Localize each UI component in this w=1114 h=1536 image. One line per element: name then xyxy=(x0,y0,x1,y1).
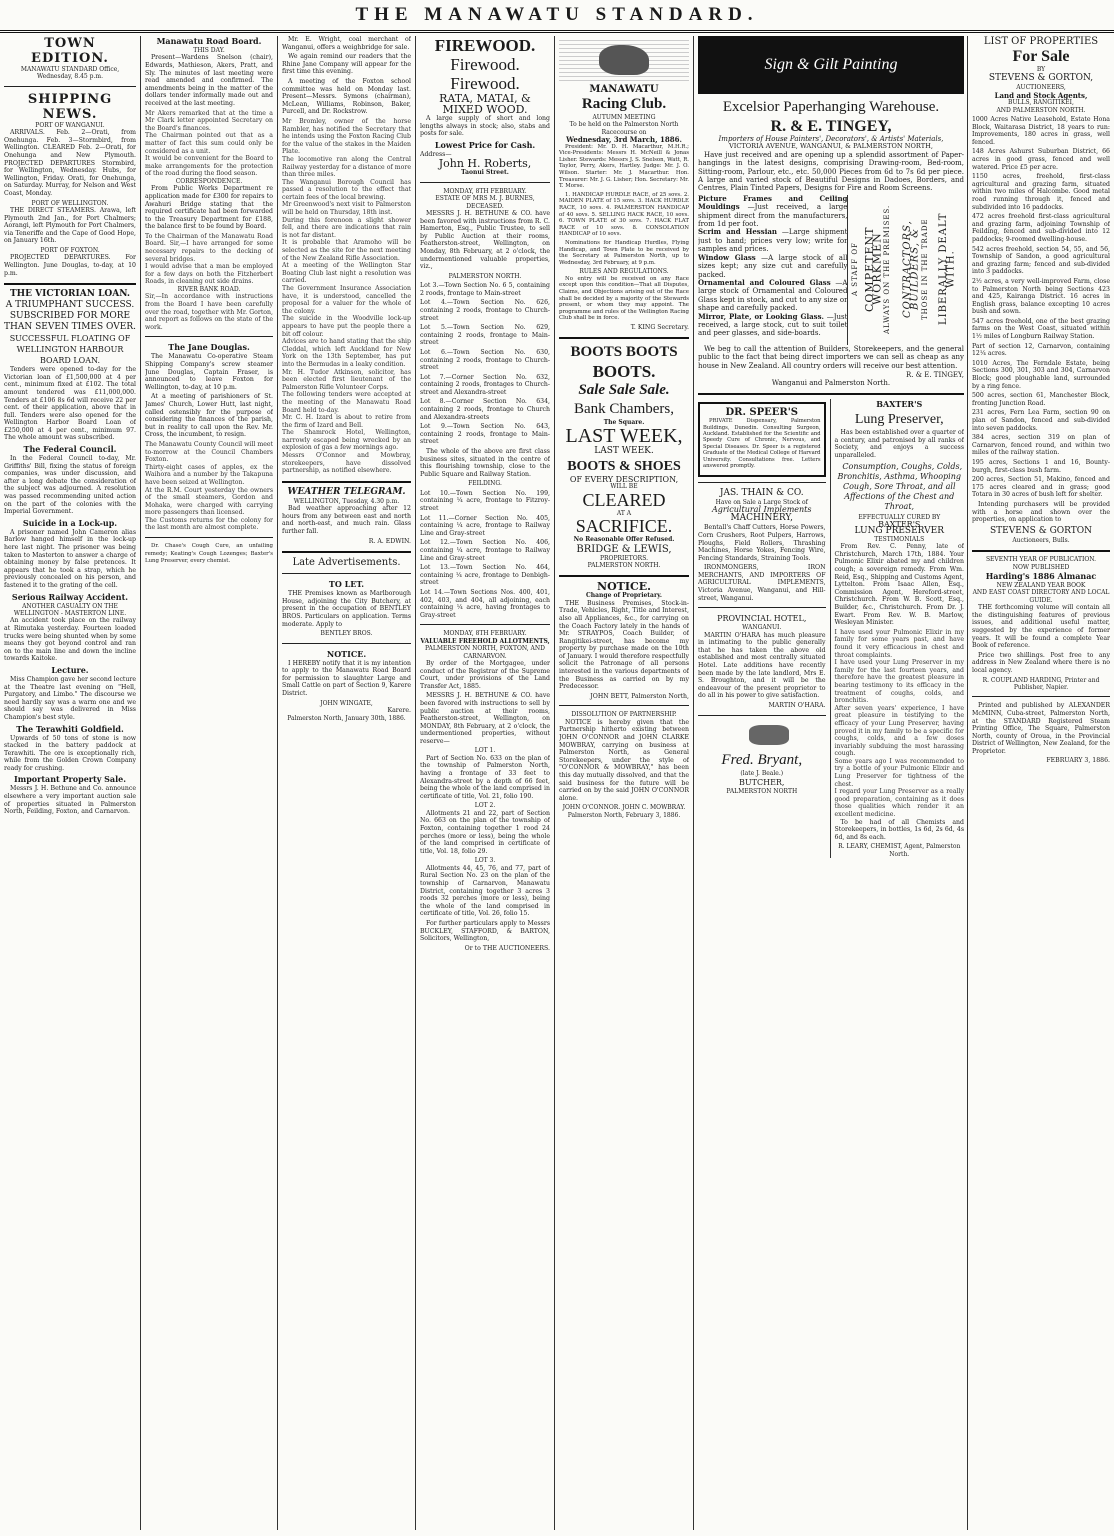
autumn-sub: To be held on the Palmerston North Racecourse on xyxy=(569,121,679,136)
racing-text: President: Mr. D. H. Macarthur, M.H.R.; Vice-Presidents: Messrs H. McNeill & Jonas Lisher. Stewards: Messrs J. S. Snelson, Watt, R. Taylor, Perry, Akers, Hartley. Judge: Mr. J. O. Wilson. Starter: Mr. J. Macarthur. Hon. Treasurer: Mr. J. G. Lisher; Hon. Secretary: Mr. T. Morse. xyxy=(559,143,689,190)
east-coast: AND EAST COAST DIRECTORY AND LOCAL GUIDE. xyxy=(972,589,1110,604)
lot-line: Lot 8.—Corner Section No. 634, containing 2 roods, frontage to Church and Alexandra-streets xyxy=(420,398,550,421)
lot-line: Lot 12.—Town Section No. 406, containing ¼ acre, frontage to Railway Line and Gray-street xyxy=(420,539,550,562)
lot-line: Lot 13.—Town Section No. 464, containing ¼ acre, frontage to Denbigh-street xyxy=(420,564,550,587)
racehorse-illustration xyxy=(559,39,689,81)
first-class-text: The whole of the above are first class business sites, situated in the centre of this flourishing township, close to the Public Square and Railway Station. xyxy=(420,448,550,478)
notice-heading: NOTICE. xyxy=(597,580,651,594)
picture-text: —Just received, a large shipment direct from the manufacturers, from 1d per foot. xyxy=(698,203,848,229)
agent: R. LEARY, CHEMIST, Agent, Palmerston North. xyxy=(838,843,961,858)
bulls: BULLS, RANGITIKEI, xyxy=(1008,99,1074,107)
window-glass: Window Glass xyxy=(698,252,756,262)
property-item: 547 acres freehold, one of the best grazing farms on the West Coast, situated within 1½ miles of Longburn Railway Station. xyxy=(972,317,1110,341)
column-rule xyxy=(554,36,555,1530)
suicide-text: A prisoner named John Cameron alias Barlow hanged himself in the lock-up here last night. The prisoner was being taken to Masterton to answer a charge of obtaining money by false pretences. It appears that he took a strap, which he previously concealed on his person, and fastened it to the grating of the cell. xyxy=(4,528,136,589)
lecture-title: Lecture. xyxy=(51,664,89,675)
wright-text: Mr. E. Wright, coal merchant of Wanganui, offers a weighbridge for sale. xyxy=(282,36,411,51)
sale-date-2: MONDAY, 8TH FEBRUARY. xyxy=(443,630,527,638)
ohara-text: MARTIN O'HARA has much pleasure in intimating to the public generally that he has taken the above old established and most centrally situated Hotel. Late additions have recently been made by the late landlord, Mrs E. S. Broughton, and it will be the endeavour of the present proprietor to do all in his power to give satisfaction. xyxy=(698,631,826,700)
attention-place: Wanganui and Palmerston North. xyxy=(771,378,891,387)
column-6: Sign & Gilt Painting Excelsior Paperhanging Warehouse. R. & E. TINGEY, Importers of House Painters', Decorators', & Artists' Materials, VICTORIA AVENUE, WANGANUI, & PALMERSTON NORTH, Have just received and are opening up a splendid assortment of Paper-hangings in the latest designs, comprising Drawing-room, Bed-room, Sitting-room, Parlour, etc., etc. 50,000 Pieces from 6d to 7s 6d per piece. A large and varied stock of Beautiful Designs in Dadoes, Borders, and Centres, Plain Tinted Papers, Designs for Fire and Room Screens. Picture Frames and Ceiling Mouldings —Just received, a large shipment direct from the manufacturers, from 1d per foot. Scrim and Hessian —Large shipment just to hand; prices very low; write for samples and prices. Window Glass —A large stock of all sizes kept; any size cut and carefully packed. Ornamental and Coloured Glass —A large stock of Ornamental and Coloured Glass kept in stock, and cut to any size or shape and carefully packed. Mirror, Plate, or Looking Glass. —Just received, a large stock, cut to suit toilet and peer glasses, and side-boards. A STAFF OF COMPETENT WORKMEN ALWAYS ON THE PREMISES. CONTRACTORS, BUILDERS, & THOSE IN THE TRADE LIBERALLY DEALT WITH. We beg to call the attention of Builders, Storekeepers, and the general public to the fact that being direct importers we can sell as cheap as any house in New Zealand. All country orders will receive our best attention. R. & E. TINGEY, Wanganui and Palmerston North. DR. SPEER'S PRIVATE Dispensary, Palmerston Buildings, Dunedin. Consulting Surgeon, Auckland. Established for the Scientific and Speedy Cure of Chronic, Nervous, and Special Diseases. Dr. Speer is a registered Graduate of the Medical College of Harvard University. Consultations free. Letters answered promptly. JAS. THAIN & CO. Have on Sale a Large Stock of Agricultural Implements MACHINERY, Bentall's Chaff Cutters, Horse Powers, Corn Crushers, Root Pulpers, Harrows, Ploughs, Field Rollers, Thrashing Machines, Horse Yokes, Fencing Wire, Fencing Standards, Straining Tools. IRONMONGERS, IRON MERCHANTS, AND IMPORTERS OF AGRICULTURAL IMPLEMENTS, Victoria Avenue, Wanganui, and Hill-street, Wanganui. PROVINCIAL HOTEL, WANGANUI. MARTIN O'HARA has much pleasure in intimating to the public generally that he has taken the above old established and most centrally situated Hotel. Late additions have recently been made by the late landlord, Mrs E. S. Broughton, and it will be the endeavour of the present proprietor to do all in his power to give satisfaction. MARTIN O'HARA. Fred. Bryant, (late J. Beale.) BUTCHER, PALMERSTON NORTH BAXTER'S Lung Preserver, Has been established over a quarter of a century, and patronised by all ranks of Society, and enjoys a success unparalleled. Consumption, Coughs, Colds, Bronchitis, Asthma, Whooping Cough, Sore Throat, and all Affections of the Chest and Throat, EFFECTUALLY CURED BY BAXTER'S LUNG PRESERVER TESTIMONIALS From Rev. C. Penny, late of Christchurch, March 17th, 1884. Your Pulmonic Elixir abated my and children cough; a sovereign remedy. From Wm. Reid, Esq., Shipping and Customs Agent, Lyttelton. From Isaac Allen, Esq., Commission Agent, Hereford-street, Christchurch. From W. B. Scott, Esq., Builder, &c., Christchurch. From Dr. J. Ewart. From Rev. W. B. Marlow, Wesleyan Minister. I have used your Pulmonic Elixir in my family for some years past, and have found it very efficacious in chest and throat complaints. I have used your Lung Preserver in my family for the last fourteen years, and therefore have the greatest pleasure in bearing testimony to its efficacy in the treatment of coughs, colds, and bronchitis. After seven years' experience, I have great pleasure in testifying to the efficacy of your Lung Preserver, having proved it in my family to be a specific for coughs, colds, and a few doses invariably subduing the most harassing cough. Some years ago I was recommended to try a bottle of your Pulmonic Elixir and Lung Preserver for tightness of the chest. I regard your Lung Preserver as a really good preparation, containing as it does those qualities which render it an excellent medicine. To be had of all Chemists and Storekeepers, in bottles, 1s 6d, 2s 6d, 4s 6d, and 8s each. R. LEARY, CHEMIST, Agent, Palmerston North. xyxy=(698,36,964,1530)
gold-title: The Terawhiti Goldfield. xyxy=(16,723,124,734)
correspondence-title: CORRESPONDENCE. xyxy=(175,177,243,185)
palm-north-heading: PALMERSTON NORTH. xyxy=(448,272,522,280)
lot-line: Lot 14.—Town Sections Nos. 400, 401, 402, 403, and 404, all adjoining, each containing ¼ acre, having frontages to Gray-street xyxy=(420,588,550,619)
attention-sign: R. & E. TINGEY, xyxy=(906,371,964,380)
river-bank-title: RIVER BANK ROAD. xyxy=(177,286,241,294)
tolet-title: TO LET. xyxy=(328,579,365,590)
freehold-title: VALUABLE FREEHOLD ALLOTMENTS, xyxy=(420,637,550,645)
speer-title: DR. SPEER'S xyxy=(725,407,799,419)
railway-title: Serious Railway Accident. xyxy=(11,591,129,602)
property-item: 472 acres freehold first-class agricultural and grazing farm, adjoining Township of Feilding, fenced and sub-divided into 12 paddocks; 9-roomed dwelling-house. xyxy=(972,213,1110,243)
scrim: Scrim and Hessian xyxy=(698,227,777,237)
every-description: OF EVERY DESCRIPTION, xyxy=(569,474,679,484)
lot-line: Lot 3.—Town Section No. 6 5, containing 2 roods, frontage to Main-street xyxy=(420,282,550,297)
lot3-text: Allotments 44, 45, 76, and 77, part of Rural Section No. 23 on the plan of the township of Carnarvon, Manawatu District, containing together 3 acres 3 roods 32 perches (more or less), being the whole of the land comprised in certificate of title, Vol. 26, folio 15. xyxy=(420,864,550,918)
imprint-date: FEBRUARY 3, 1886. xyxy=(1046,757,1110,765)
lot1-text: Part of Section No. 633 on the plan of the township of Palmerston North, having a frontage of 33 feet to Alexandra-street by a depth of 66 feet, being the whole of the land comprised in certificate of title, Vol. 21, folio 190. xyxy=(420,754,550,800)
boots-shoes: BOOTS & SHOES xyxy=(567,458,681,474)
masthead: THE MANAWATU STANDARD. xyxy=(0,0,1114,33)
estate-title: ESTATE OF MRS M. J. BURNES, DECEASED. xyxy=(435,195,535,210)
loan-head: SUCCESSFUL FLOATING OF WELLINGTON HARBOUR BOARD LOAN. xyxy=(9,334,131,366)
firewood-heading: Firewood. xyxy=(450,55,520,74)
sign-logo: Sign & Gilt Painting xyxy=(698,36,964,94)
land-stock: Land and Stock Agents, xyxy=(994,90,1088,100)
importers: Importers of House Painters', Decorators', & Artists' Materials, xyxy=(718,135,944,143)
bulls-2: Auctioneers, Bulls. xyxy=(1012,536,1070,544)
list-title: LIST OF PROPERTIES xyxy=(983,36,1099,47)
bank-chambers: Bank Chambers, xyxy=(574,401,674,418)
lung-title: Lung Preserver, xyxy=(854,412,944,428)
butcher: BUTCHER, xyxy=(739,778,785,787)
dissolution-title: DISSOLUTION OF PARTNERSHIP. xyxy=(571,711,677,719)
property-item: 542 acres freehold, section 54, 55, and 56, Township of Sandon, a good agricultural and grazing farm; fenced and sub-divided into 3 paddocks. xyxy=(972,245,1110,276)
port-foxton: PORT OF FOXTON. xyxy=(40,246,100,254)
dissolution-text: NOTICE is hereby given that the Partnership hitherto existing between JOHN O'CONNOR and JOHN CLARKE MOWBRAY, carrying on business at Palmerston North, as General Storekeepers, under the style of "O'CONNOR & MOWBRAY," has been this day mutually dissolved, and that the said business for the future will be carried on by the said JOHN O'CONNOR alone. xyxy=(559,718,689,802)
property-item: 195 acres, Sections 1 and 16, Bounty-burgh, first-class bush farm. xyxy=(972,458,1110,474)
road-title: Manawatu Road Board. xyxy=(156,36,262,46)
boots-heading: BOOTS BOOTS xyxy=(570,344,678,361)
excelsior-title: Excelsior Paperhanging Warehouse. xyxy=(722,99,940,115)
at-a: AT A xyxy=(616,509,632,517)
property-item: 200 acres, Section 51, Makino, fenced and 175 acres cleared and in grass; good Totara in 30 acres of bush left for shelter. xyxy=(972,476,1110,499)
provincial-hotel: PROVINCIAL HOTEL, xyxy=(717,614,807,624)
column-rule xyxy=(415,36,416,1530)
rules-text: No entry will be received on any Race except upon this condition—That all Disputes, Claims, and Objections arising out of the Race shall be decided by a majority of the Stewards present, or whom they may appoint. The programme and rules of the Wellington Racing Club shall be in force. xyxy=(559,275,689,322)
window-text: —A large stock of all sizes kept; any size cut and carefully packed. xyxy=(698,253,848,279)
column-3: Mr. E. Wright, coal merchant of Wanganui, offers a weighbridge for sale. We again remind our readers that the Rhine Jane Company will appear for the first time this evening. A meeting of the Foxton school committee was held on Monday last. Present—Messrs. Symons (chairman), McLean, Williams, Robinson, Baker, Purcell, and Dr. Rockstrow. Mr Bromley, owner of the horse Rambler, has notified the Secretary that he intends using the Foxton Racing Club for the value of the stakes in the Maiden Plate. The locomotive ran along the Central Railway yesterday for a distance of more than three miles. The Wanganui Borough Council has passed a resolution to the effect that certain fees of the local brewing. Mr Greenwood's next visit to Palmerston will be held on Thursday, 18th inst. During this forenoon a slight shower fell, and there are indications that rain is not far distant. It is probable that Aramoho will be selected as the site for the next meeting of the New Zealand Rifle Association. At a meeting of the Wellington Star Boating Club last night a resolution was carried. The Government Insurance Association have, it is understood, cancelled the proposal for a valuer for the whole of the colony. The suicide in the Woodville lock-up appears to have put the people there a bit off colour. Advices are to hand stating that the ship Cleddal, which left Auckland for New York on the 13th September, has put into the Bermudas in a leaky condition. Mr. H. Tudor Atkinson, solicitor, has been elected first lieutenant of the Palmerston Rifle Volunteer Corps. The following tenders were accepted at the meeting of the Manawatu Road Board held to-day. Mr. C. H. Izard is about to retire from the firm of Izard and Bell. The Shamrock Hotel, Wellington, narrowly escaped being wrecked by an explosion of gas a few mornings ago. Messrs O'Connor and Mowbray, storekeepers, have dissolved partnership, as notified elsewhere. WEATHER TELEGRAM. WELLINGTON, Tuesday, 4.30 p.m. Bad weather approaching after 12 hours from any between east and north and north-east, and much rain. Glass further fall. R. A. EDWIN. Late Advertisements. TO LET. THE Premises known as Marlborough House, adjoining the City Butchery, at present in the occupation of BENTLEY BROS. Particulars on application. Terms moderate. Apply to BENTLEY BROS. NOTICE. I HEREBY notify that it is my intention to apply to the Manawatu Road Board for permission to slaughter Large and Small Cattle on part of Section 9, Karere District. JOHN WINGATE, Karere. Palmerston North, January 30th, 1886. xyxy=(282,36,411,722)
stevens-gorton-2: STEVENS & GORTON xyxy=(989,525,1093,536)
contractors-label: CONTRACTORS, BUILDERS, & xyxy=(902,219,922,318)
dissolution-sign: JOHN O'CONNOR. JOHN C. MOWBRAY. xyxy=(562,804,686,812)
school-text: A meeting of the Foxton school committee was held on Monday last. Present—Messrs. Symons (chairman), McLean, Williams, Robinson, Baker, Purcell, and Dr. Rockstrow. xyxy=(282,77,411,116)
now-published: NOW PUBLISHED xyxy=(1012,563,1070,571)
seventh-year: SEVENTH YEAR OF PUBLICATION. xyxy=(985,556,1097,564)
premises-label: ALWAYS ON THE PREMISES. xyxy=(883,204,892,334)
machinery: MACHINERY, xyxy=(730,513,794,524)
corr-text: From Public Works Department re application made for £300 for repairs to Awahuri Bridge stating that the required certificate had been forwarded to the Treasury Department for £188, the balance first to be found by Board. xyxy=(145,185,273,231)
woods: RATA, MATAI, & MIXED WOOD. xyxy=(439,92,531,116)
machinery-text: Bentall's Chaff Cutters, Horse Powers, Corn Crushers, Root Pulpers, Harrows, Ploughs, Field Rollers, Thrashing Machines, Horse Yokes, Fencing Wire, Fencing Standards, Straining Tools. xyxy=(698,524,826,562)
thain-sub: Have on Sale a Large Stock of xyxy=(715,498,808,506)
lot-line: Lot 6.—Town Section No. 630, containing 2 roods, frontage to Church-street xyxy=(420,348,550,372)
harding-text: THE forthcoming volume will contain all the distinguishing features of previous issues, and additional useful matter, suggested by the experience of former years. It will be found a complete Year Book of reference. xyxy=(972,604,1110,650)
speer-ad xyxy=(698,402,826,476)
ornamental-glass: Ornamental and Coloured Glass xyxy=(698,277,831,287)
feilding-heading: FEILDING. xyxy=(468,480,502,488)
implements: Agricultural Implements xyxy=(712,504,812,514)
sale-date: MONDAY, 8TH FEBRUARY. xyxy=(443,187,527,195)
federal-title: The Federal Council. xyxy=(23,444,117,455)
column-1 xyxy=(4,36,136,1530)
lung-text: Has been established over a quarter of a century, and patronised by all ranks of Society, and enjoys a success unparalleled. xyxy=(834,429,964,460)
last-week: LAST WEEK, xyxy=(565,424,683,447)
mirror-text: —Just received, a large stock, cut to suit toilet and peer glasses, and side-boards. xyxy=(698,312,848,338)
loan-head: A TRIUMPHANT SUCCESS. xyxy=(5,300,135,311)
firewood-heading: FIREWOOD. xyxy=(434,36,536,55)
testimonial-text: From Rev. C. Penny, late of Christchurch, March 17th, 1884. Your Pulmonic Elixir abated my and children cough; a sovereign remedy. From Wm. Reid, Esq., Shipping and Customs Agent, Lyttelton. From Isaac Allen, Esq., Commission Agent, Hereford-street, Christchurch. From W. B. Scott, Esq., Builder, &c., Christchurch. From Dr. J. Ewart. From Rev. W. B. Marlow, Wesleyan Minister. xyxy=(834,543,964,627)
mortgagee-text: By order of the Mortgagee, under conduct of the Registrar of the Supreme Court, under provisions of the Land Transfer Act, 1885. xyxy=(420,659,550,690)
change-proprietary: Change of Proprietary. xyxy=(586,592,662,600)
railway-text: An accident took place on the railway at Rimutaka yesterday. Fourteen loaded trucks were being shunted when by some means they got beyond control and ran on to the main line and down the incline towards Kaitoke. xyxy=(4,617,136,663)
no-offer: No Reasonable Offer Refused. xyxy=(573,536,675,544)
intending-text: Intending purchasers will be provided with a horse and shown over the properties, on application to xyxy=(972,500,1110,524)
imprint: Printed and published by ALEXANDER McMINN, Cuba-street, Palmerston North, at the STANDARD Registered Steam Printing Office, The Square, Palmerston North, county of Oroua, in the Provincial District of Wellington, New Zealand, for the Proprietor. xyxy=(972,702,1110,755)
property-item: 148 Acres Ashurst Suburban District, 66 acres in good grass, fenced and well watered. Price £5 per acre. xyxy=(972,148,1110,171)
boots-heading-2: BOOTS. xyxy=(592,362,656,382)
federal-text: In the Federal Council to-day, Mr. Griffiths' Bill, fixing the status of foreign companies, was under discussion, and after a long debate the consideration of the subject was adjourned. A resolution was passed recommending united action on the part of the colonies with the Imperial Government. xyxy=(4,455,136,516)
column-5 xyxy=(559,36,689,1530)
nz-yearbook: NEW ZEALAND YEAR BOOK xyxy=(996,581,1086,589)
lot-line: Lot 7.—Corner Section No. 632, containing 2 roods, frontages to Church-street and Alexandra-street xyxy=(420,373,550,396)
property-item: 1150 acres, freehold, first-class agricultural and grazing farm, situated within two miles of Halcombe. Good metal road running through it, fenced and subdivided into 16 paddocks. xyxy=(972,173,1110,211)
shipping-title: SHIPPING NEWS. xyxy=(27,91,113,122)
tingey: R. & E. TINGEY, xyxy=(770,118,892,135)
column-rule xyxy=(277,36,278,1530)
column-rule xyxy=(967,36,968,1530)
liberally-label: LIBERALLY DEALT WITH. xyxy=(938,212,958,326)
ironmongers: IRONMONGERS, IRON MERCHANTS, AND IMPORTERS OF AGRICULTURAL IMPLEMENTS, Victoria Avenue, Wanganui, and Hill-street, Wanganui. xyxy=(698,564,826,602)
notice-text: I HEREBY notify that it is my intention to apply to the Manawatu Road Board for permission to slaughter Large and Small Cattle on part of Section 9, Karere District. xyxy=(282,659,411,697)
for-sale: For Sale xyxy=(1012,48,1070,65)
palmerston: PALMERSTON NORTH. xyxy=(587,561,661,569)
notice-title: NOTICE. xyxy=(326,648,367,659)
column-2: Manawatu Road Board. THIS DAY. Present—Wardens Snelson (chair), Edwards, Mathieson, Akers, Pratt, and Sly. The minutes of last meeting were read amended and confirmed. The amendments being in the matter of the dollars tender informally made out and received at the last meeting. Mr Akers remarked that at the time a Mr Clark letter appointed Secretary on the Board's finances. The Chairman pointed out that as a matter of fact this sum could only be considered as a unit. It would be convenient for the Board to make arrangements for the protection of the road during the flood season. CORRESPONDENCE. From Public Works Department re application made for £300 for repairs to Awahuri Bridge stating that the required certificate had been forwarded to the Treasury Department for £188, the balance first to be found by Board. To the Chairman of the Manawatu Road Board. Sir,—I have arranged for some necessary repairs to the decking of several bridges. I would advise that a man be employed for a few days on both the Fitzherbert Roads, in cleaning out side drains. RIVER BANK ROAD. Sir,—In accordance with instructions from the Board I have been carefully over the road, together with Mr. Gorton, and report as follows on the state of the work. The Jane Douglas. The Manawatu Co-operative Steam Shipping Company's screw steamer June Douglas, Captain Fraser, is announced to leave Foxton for Wellington, to-day, at 10 p.m. At a meeting of parishioners of St. James' Church, Lower Hutt, last night, called ostensibly for the purpose of considering the finances of the parish, but in reality to call upon the Rev. Mr. Cross, the incumbent, to resign. The Manawatu County Council will meet to-morrow at the Council Chambers Foxton. Thirty-eight cases of apples, ex the Waihora and a number by the Takapuna have been seized at Wellington. At the R.M. Court yesterday the owners of the small steamers, Gordon and Mohaka, were charged with carrying more passengers than licensed. The Customs returns for the colony for the last month are almost complete. Dr. Chase's Cough Cure, an unfailing remedy; Keating's Cough Lozenges; Baxter's Lung Preserver, every chemist. xyxy=(145,36,273,565)
workmen-label: COMPETENT WORKMEN xyxy=(863,226,885,312)
auctioneers: AUCTIONEERS, xyxy=(1016,84,1066,92)
cleared: CLEARED xyxy=(582,489,666,510)
firewood-supply: A large supply of short and long lengths always in stock; also, stabs and posts for sale. xyxy=(420,115,550,138)
baxter-title: BAXTER'S xyxy=(876,399,923,410)
address-label: Address— xyxy=(420,150,452,158)
taonui: Taonui Street. xyxy=(461,169,509,177)
thain-title: JAS. THAIN & CO. xyxy=(719,487,804,498)
wellington-text: THE DIRECT STEAMERS. Arawa, left Plymouth 2nd Jan., for Port Chalmers; Aorangi, left Plymouth for Port Chalmers, via Teneriffe and the Cape of Good Hope, on January 16th. xyxy=(4,206,136,245)
tingey-text: Have just received and are opening up a splendid assortment of Paper-hangings in the latest designs, comprising Drawing-room, Bed-room, Sitting-room, Parlour, etc., etc. 50,000 Pieces from 6d to 7s 6d per piece. A large and varied stock of Beautiful Designs in Dadoes, Borders, and Centres, Plain Tinted Papers, Designs for Fire and Room Screens. xyxy=(698,150,964,193)
column-8 xyxy=(972,36,1110,1530)
loan-title: THE VICTORIAN LOAN. xyxy=(9,289,131,300)
picture-frames: Picture Frames and Ceiling Mouldings xyxy=(698,193,848,212)
property-title: Important Property Sale. xyxy=(14,774,126,785)
tingey-address: VICTORIA AVENUE, WANGANUI, & PALMERSTON NORTH, xyxy=(728,142,934,151)
change-text: THE Business Premises, Stock-in-Trade, Vehicles, Right, Title and Interest, also all Appliances, &c., for carrying on the Coach Factory lately in the hands of Mr. STRAYPOS, Coach Builder, of Rangitikei-street, has become my property by purchase made on the 10th of January. I would therefore respectfully solicit the Patronage of all persons interested in the various departments of the Business as carried on by my Predecessor. xyxy=(559,599,689,691)
proprietors: PROPRIETORS. xyxy=(599,554,649,562)
notice-place: Karere. xyxy=(387,706,411,714)
column-rule xyxy=(140,36,141,1530)
estate-text: MESSRS J. H. BETHUNE & CO. have been favored with instructions from R. C. Hamerton, Esq., Public Trustee, to sell by Public Auction at their rooms, Featherston-street, Wellington, on Monday, 8th February, at 2 o'clock, the undermentioned valuable properties, viz., xyxy=(420,210,550,271)
auctioneers: Or to THE AUCTIONEERS. xyxy=(464,944,550,952)
and-pn: AND PALMERSTON NORTH. xyxy=(996,106,1086,114)
column-rule xyxy=(693,36,694,1530)
property-item: 500 acres, section 61, Manchester Block, fronting Junction Road. xyxy=(972,392,1110,407)
fred-place: PALMERSTON NORTH xyxy=(726,788,798,795)
race-list: 1. HANDICAP HURDLE RACE, of 25 sovs. 2. MAIDEN PLATE of 15 sovs. 3. HACK HURDLE RACE, 10 sovs. 4. PALMERSTON HANDICAP of 40 sovs. 5. SELLING HACK RACE, 10 sovs. 6. TOWN PLATE of 30 sovs. 7. HACK FLAT RACE of 10 sovs. 8. CONSOLATION HANDICAP of 10 sovs. xyxy=(559,191,689,238)
sacrifice: SACRIFICE. xyxy=(575,516,673,537)
edition-office: MANAWATU STANDARD Office, xyxy=(20,66,120,73)
bridge-lewis: BRIDGE & LEWIS, xyxy=(576,543,672,555)
price-text: Price two shillings. Post free to any address in New Zealand where there is no local agency. xyxy=(972,651,1110,674)
dissolution-date: Palmerston North, February 3, 1886. xyxy=(567,811,681,819)
lot-line: Lot 11.—Corner Section No. 405, containing ¼ acre, frontage to Railway Line and Gray-street xyxy=(420,514,550,537)
property-item: 1000 Acres Native Leasehold, Estate Hona Block, Waitarasa District, 18 years to run: Improvements, 180 acres in grass, well fenced. xyxy=(972,116,1110,146)
wright-text-2: We again remind our readers that the Rhine Jane Company will appear for the first time this evening. xyxy=(282,53,411,76)
by: BY xyxy=(1036,66,1046,73)
lecture-text: Miss Champion gave her second lecture at the Theatre last evening on "Hell, Purgatory, and Limbo." The discourse we need hardly say was a warm one and we should say was delivered in Miss Champion's best style. xyxy=(4,675,136,721)
gold-text: Upwards of 50 tons of stone is now stacked in the battery paddock at Terawhiti. The ore is exceptionally rich, while from the Golden Crown Company ready for crushing. xyxy=(4,734,136,772)
change-sign: JOHN BETT, Palmerston North, xyxy=(590,692,689,700)
notice-date: Palmerston North, January 30th, 1886. xyxy=(287,714,406,722)
sold-text: To be had of all Chemists and Storekeepers, in bottles, 1s 6d, 2s 6d, 4s 6d, and 8s each. xyxy=(834,818,964,841)
weather-date: WELLINGTON, Tuesday, 4.30 p.m. xyxy=(293,497,400,505)
late-ads-title: Late Advertisements. xyxy=(292,557,401,569)
fred-bryant: Fred. Bryant, xyxy=(721,751,803,768)
lung-preserver: LUNG PRESERVER xyxy=(854,526,944,537)
effectually: EFFECTUALLY CURED BY xyxy=(858,513,941,521)
lowest-price: Lowest Price for Cash. xyxy=(434,139,536,150)
railway-head: ANOTHER CASUALTY ON THE WELLINGTON - MASTERTON LINE. xyxy=(13,602,127,617)
baxters: BAXTER'S xyxy=(878,520,921,530)
nominations: Nominations for Handicap Hurdles, Flying Handicap, and Town Plate to be received by the Secretary at Palmerston North, up to Wednesday, 3rd February, at 9 p.m. xyxy=(559,239,689,266)
lot2-title: LOT 2. xyxy=(474,802,496,810)
lot2-text: Allotments 21 and 22, part of Section No. 663 on the plan of the township of Foxton, containing together 1 rood 24 perches (more or less), being the whole of the land comprised in certificate of title, Vol. 18, folio 29. xyxy=(420,809,550,855)
property-item: 2½ acres, a very well-improved Farm, close to Palmerston North being Sections 423 and 425, Kairanga District. 16 acres in English grass, balance excepting 10 acres bush and sown. xyxy=(972,277,1110,316)
fred-sub: (late J. Beale.) xyxy=(740,769,784,777)
tolet-sign: BENTLEY BROS. xyxy=(320,630,373,638)
mirror-glass: Mirror, Plate, or Looking Glass. xyxy=(698,311,824,321)
racing-title: MANAWATU xyxy=(589,84,659,95)
ornamental-text: —A large stock of Ornamental and Coloured Glass kept in stock, and cut to any size or shape and carefully packed. xyxy=(698,278,848,313)
weather-sign: R. A. EDWIN. xyxy=(368,537,411,545)
lot1-title: LOT 1. xyxy=(474,747,496,755)
road-text: Present—Wardens Snelson (chair), Edwards, Mathieson, Akers, Pratt, and Sly. The minutes of last meeting were read amended and confirmed. The amendments being in the matter of the dollars tender informally made out and received at the last meeting. xyxy=(145,54,273,107)
lot-line: Lot 5.—Town Section No. 629, containing 2 roods, frontage to Main-street xyxy=(420,324,550,347)
coupland: R. COUPLAND HARDING, Printer and Publisher, Napier. xyxy=(982,676,1100,691)
will-be: WILL BE xyxy=(610,483,638,491)
speer-text: PRIVATE Dispensary, Palmerston Buildings, Dunedin. Consulting Surgeon, Auckland. Established for the Scientific and Speedy Cure of Chronic, Nervous, and Special Diseases. Dr. Speer is a registered Graduate of the Medical College of Harvard University. Consultations free. Letters answered promptly. xyxy=(703,418,821,470)
freehold-places: PALMERSTON NORTH, FOXTON, AND CARNARVON. xyxy=(425,645,545,660)
firewood-heading: Firewood. xyxy=(450,74,520,93)
harding-title: Harding's 1886 Almanac xyxy=(985,570,1097,581)
property-text: Messrs J. H. Bethune and Co. announce elsewhere a very important auction sale of properties situated in Palmerston North, Feilding, Foxton, and Carnarvon. xyxy=(4,785,136,816)
last-week-2: LAST WEEK. xyxy=(594,445,654,456)
property-item: 384 acres, section 319 on plan of Carnarvon, fenced round, and within two miles of the railway station. xyxy=(972,434,1110,457)
sale-heading: Sale Sale Sale. xyxy=(578,382,670,399)
jane-text: The Manawatu Co-operative Steam Shipping Company's screw steamer June Douglas, Captain Fraser, is announced to leave Foxton for Wellington, to-day, at 10 p.m. xyxy=(145,353,273,391)
road-day: THIS DAY. xyxy=(193,47,225,54)
stevens-gorton: STEVENS & GORTON, xyxy=(988,73,1094,84)
cattle-illustration xyxy=(698,721,826,751)
meeting-text: At a meeting of parishioners of St. James' Church, Lower Hutt, last night, called ostensibly for the purpose of considering the finances of the parish, but in reality to call upon the Rev. Mr. Cross, the incumbent, to resign. xyxy=(145,393,273,439)
lot-line: Lot 10.—Town Section No. 199, containing ¼ acre, frontage to Fitzroy-street xyxy=(420,489,550,512)
foxton-text: PROJECTED DEPARTURES. For Wellington. June Douglas, to-day, at 10 p.m. xyxy=(4,254,136,277)
shipping-text: ARRIVALS. Feb. 2—Orati, from Onehunga. Feb. 3—Stormbird, from Wellington. CLEARED Feb. 2—Orati, for Onehunga and New Plymouth. PROJECTED DEPARTURES Stormbird, for Wellington, Wednesday. Hubs, for Wellington, Friday. Orati, for Onehunga, on Saturday. Murray, for Nelson and West Coast, Monday. xyxy=(4,129,136,197)
weather-title: WEATHER TELEGRAM. xyxy=(287,486,406,497)
bethune-text: MESSRS J. H. BETHUNE & CO. have been favored with instructions to sell by public auction at their rooms, Featherston-street, Wellington, on MONDAY, 8th February, at 2 o'clock, the undermentioned properties, without reserve— xyxy=(420,692,550,745)
staff-label: A STAFF OF xyxy=(851,241,860,296)
property-item: 231 acres, Fern Lea Farm, section 90 on plan of Sandon, fenced and sub-divided into seven paddocks. xyxy=(972,409,1110,432)
edition-time: Wednesday, 8.45 p.m. xyxy=(37,73,103,81)
property-item: 1010 Acres, The Ferndale Estate, being Sections 300, 301, 303 and 304, Carnarvon Block; good ploughable land, surrounded by a ring fence. xyxy=(972,359,1110,390)
autumn-date: Wednesday, 3rd March, 1886. xyxy=(566,135,682,145)
racing-club: Racing Club. xyxy=(581,96,667,112)
testimonials: TESTIMONIALS xyxy=(874,535,925,543)
weather-text: Bad weather approaching after 12 hours from any between east and north and north-east, and much rain. Glass further fall. xyxy=(282,505,411,536)
attention-text: We beg to call the attention of Builders, Storekeepers, and the general public to the fact that being direct importers we can sell as cheap as any house in New Zealand. All country orders will receive our best attention. xyxy=(698,344,964,370)
lot-line: Lot 4.—Town Section No. 626, containing 2 roods, frontage to Church-street xyxy=(420,299,550,322)
lot3-title: LOT 3. xyxy=(474,857,496,865)
loan-head: SUBSCRIBED FOR MORE THAN SEVEN TIMES OVER. xyxy=(4,311,136,333)
port-wellington: PORT OF WELLINGTON. xyxy=(31,199,109,207)
property-item: Part of section 12, Carnarvon, containing 12¼ acres. xyxy=(972,342,1110,358)
roberts: John H. Roberts, xyxy=(438,157,532,171)
column-4 xyxy=(420,36,550,1530)
column-2-ad: Dr. Chase's Cough Cure, an unfailing remedy; Keating's Cough Lozenges; Baxter's Lung Preserver, every chemist. xyxy=(145,543,273,565)
lot-line: Lot 9.—Town Section No. 643, containing 2 roods, frontage to Main-street xyxy=(420,423,550,446)
racing-sign: T. KING Secretary. xyxy=(630,323,689,331)
the-square: The Square. xyxy=(603,419,645,427)
tolet-text: THE Premises known as Marlborough House, adjoining the City Butchery, at present in the occupation of BENTLEY BROS. Particulars on application. Terms moderate. Apply to xyxy=(282,590,411,628)
trade-label: THOSE IN THE TRADE xyxy=(921,218,930,320)
scrim-text: —Large shipment just to hand; prices very low; write for samples and prices. xyxy=(698,228,848,254)
notice-sign: JOHN WINGATE, xyxy=(320,699,373,707)
conditions: Consumption, Coughs, Colds, Bronchitis, Asthma, Whooping Cough, Sore Throat, and all Affections of the Chest and Throat, xyxy=(837,461,963,511)
ohara-sign: MARTIN O'HARA. xyxy=(768,702,826,709)
edition-title: TOWN EDITION. xyxy=(31,36,109,66)
wanganui: WANGANUI. xyxy=(742,624,782,632)
shipping-port: PORT OF WANGANUI. xyxy=(35,121,105,129)
suicide-title: Suicide in a Lock-up. xyxy=(22,517,118,528)
loan-text: Tenders were opened to-day for the Victorian loan of £1,500,000 at 4 per cent., minimum fixed at £102. The total amount tendered was £11,000,000. Tenders at £106 8s 6d will receive 22 per cent. of their application, above that in full. Tenders were also opened for the Wellington Harbor Board Loan of £250,000 at 4 per cent., minimum 97. The whole amount was subscribed. xyxy=(4,366,136,442)
further-text: For further particulars apply to Messrs BUCKLEY, STAFFORD, & BARTON, Solicitors, Wellington, xyxy=(420,919,550,943)
jane-title: The Jane Douglas. xyxy=(168,342,250,353)
autumn-meeting: AUTUMN MEETING xyxy=(592,114,656,121)
rules-title: RULES AND REGULATIONS. xyxy=(579,268,669,276)
